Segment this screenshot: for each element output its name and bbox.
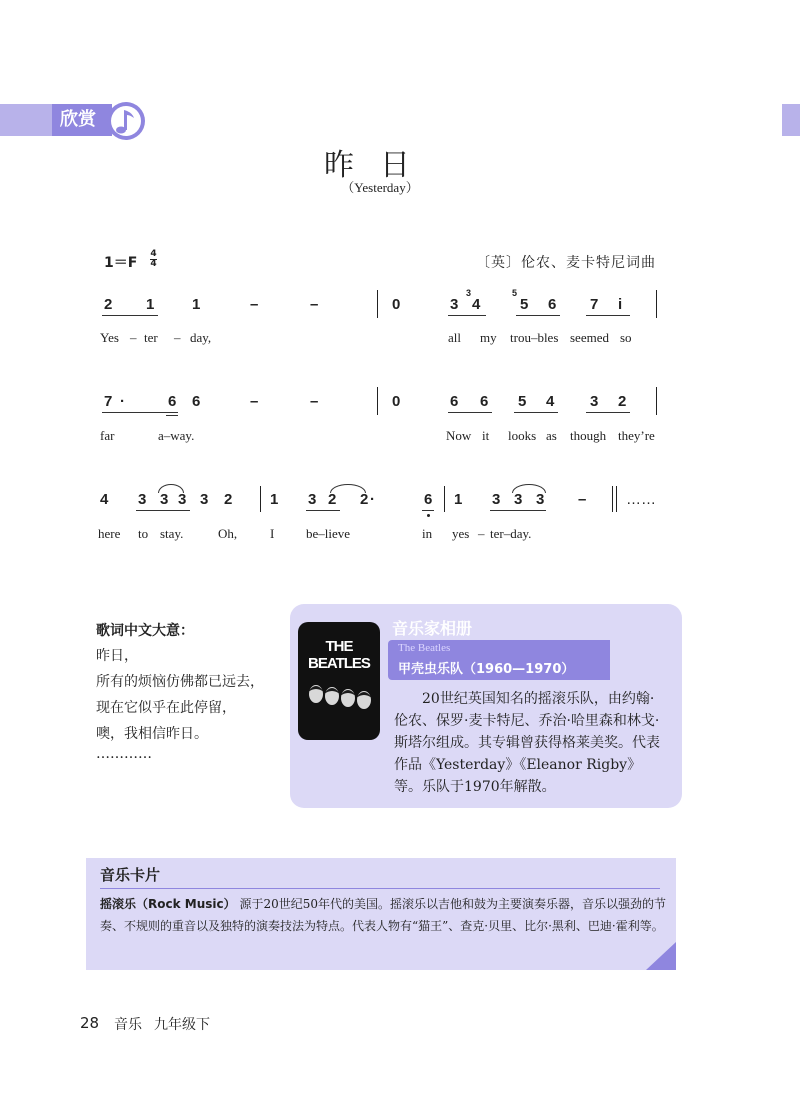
music-card-title: 音乐卡片 — [100, 866, 161, 884]
tie — [158, 484, 184, 493]
note: 6 — [450, 393, 459, 410]
band-portrait — [298, 674, 380, 740]
footer-subject: 音乐 — [114, 1017, 142, 1033]
underline — [448, 315, 486, 316]
dash: – — [578, 491, 587, 508]
note: 5 — [520, 296, 529, 313]
lyric: it — [482, 428, 490, 443]
lyric: Now — [446, 428, 472, 443]
lyric: Yes — [100, 330, 119, 345]
note: 7 — [590, 296, 599, 313]
musician-album-header: 音乐家相册 — [392, 619, 473, 638]
rest: 0 — [392, 296, 401, 313]
meaning-line: 昨日， — [96, 648, 138, 664]
song-title: 昨日 — [324, 148, 436, 183]
note: 3 — [514, 491, 523, 508]
note: 3 — [450, 296, 459, 313]
note: 6 — [192, 393, 201, 410]
barline — [656, 387, 657, 415]
grace-note: 5 — [512, 288, 518, 298]
rest: 0 — [392, 393, 401, 410]
lyric: as — [546, 428, 557, 443]
note: 4 — [100, 491, 109, 508]
note: i — [618, 296, 623, 313]
album-cover-image — [298, 622, 380, 740]
song-subtitle: （Yesterday） — [341, 180, 419, 195]
footer-grade: 九年级下 — [154, 1017, 210, 1033]
note: 5 — [518, 393, 527, 410]
dash: – — [250, 393, 259, 410]
note: 3 — [308, 491, 317, 508]
note: 6 — [424, 491, 433, 508]
grace-note: 3 — [466, 288, 472, 298]
page-number: 28 — [80, 1014, 100, 1032]
note: 3 — [178, 491, 187, 508]
key-signature: 1＝F — [104, 255, 138, 271]
dash: – — [310, 393, 319, 410]
lyric: though — [570, 428, 607, 443]
low-octave-dot — [427, 514, 430, 517]
lyric: a–way. — [158, 428, 195, 443]
barline — [656, 290, 657, 318]
underline — [306, 510, 340, 511]
lyric: so — [620, 330, 632, 345]
note: 2 — [104, 296, 113, 313]
page-edge-tab — [782, 104, 800, 136]
underline — [166, 415, 178, 416]
divider — [100, 888, 660, 889]
lyric: trou–bles — [510, 330, 559, 345]
note: 2 — [360, 491, 369, 508]
dash: – — [310, 296, 319, 313]
lyric: be–lieve — [306, 526, 351, 541]
barline — [444, 486, 445, 512]
barline — [377, 387, 378, 415]
note: 1 — [146, 296, 155, 313]
barline — [616, 486, 617, 512]
note: 3 — [590, 393, 599, 410]
note: 4 — [472, 296, 481, 313]
lyric: to — [138, 526, 149, 541]
note: 3 — [200, 491, 209, 508]
underline — [586, 315, 630, 316]
note: 3 — [492, 491, 501, 508]
dot: · — [120, 393, 125, 410]
note: 1 — [192, 296, 201, 313]
lyric: – — [478, 526, 485, 541]
note: 3 — [138, 491, 147, 508]
album-cover-title: THE BEATLES — [308, 638, 370, 672]
note: 1 — [270, 491, 279, 508]
lyric: ter — [144, 330, 158, 345]
underline — [102, 412, 178, 413]
time-signature-top: 4 — [150, 249, 157, 259]
dash: – — [250, 296, 259, 313]
tie — [512, 484, 546, 493]
underline — [490, 510, 546, 511]
underline — [422, 510, 434, 511]
meaning-heading: 歌词中文大意： — [96, 623, 194, 639]
underline — [136, 510, 190, 511]
meaning-line: ………… — [96, 746, 152, 762]
section-label: 欣赏 — [52, 104, 112, 136]
underline — [448, 412, 492, 413]
time-signature-bottom: 4 — [150, 259, 157, 269]
lyric: they’re — [618, 428, 655, 443]
note: 6 — [480, 393, 489, 410]
note: 6 — [548, 296, 557, 313]
underline — [102, 315, 158, 316]
barline — [260, 486, 261, 512]
musician-description: 20世纪英国知名的摇滚乐队，由约翰·伦农、保罗·麦卡特尼、乔治·哈里森和林戈·斯塔尔组成。其专辑曾获得格莱美奖。代表作品《Yesterday》《Eleanor Rigby》等。乐队于1970年解散。 — [394, 691, 660, 795]
lyric: here — [98, 526, 121, 541]
lyric: in — [422, 526, 433, 541]
note: 1 — [454, 491, 463, 508]
card-term: 摇滚乐（Rock Music） — [100, 897, 236, 911]
music-note-icon — [104, 100, 148, 142]
time-signature — [150, 250, 157, 269]
ellipsis: …… — [626, 491, 656, 508]
musician-name-zh: 甲壳虫乐队（1960—1970） — [398, 662, 575, 677]
lyric: yes — [452, 526, 470, 541]
lyric: stay. — [160, 526, 184, 541]
lyric: ter–day. — [490, 526, 532, 541]
note: 4 — [546, 393, 555, 410]
card-corner-fold — [646, 942, 676, 970]
lyric: – — [174, 330, 181, 345]
dot: · — [370, 491, 375, 508]
underline — [586, 412, 630, 413]
meaning-line: 所有的烦恼仿佛都已远去， — [96, 674, 264, 690]
note: 7 — [104, 393, 113, 410]
lyric: Oh, — [218, 526, 238, 541]
underline — [516, 315, 560, 316]
lyric: seemed — [570, 330, 609, 345]
note: 3 — [536, 491, 545, 508]
lyric: – — [130, 330, 137, 345]
lyric: day, — [190, 330, 212, 345]
section-tab-bar — [0, 104, 52, 136]
card-text: 源于20世纪50年代的美国。摇滚乐以吉他和鼓为主要演奏乐器，音乐以强劲的节奏、不规则的重音以及独特的演奏技法为特点。代表人物有“猫王”、查克·贝里、比尔·黑利、巴迪·霍利等。 — [100, 897, 666, 933]
meaning-line: 噢，我相信昨日。 — [96, 726, 208, 742]
note: 2 — [224, 491, 233, 508]
barline — [377, 290, 378, 318]
composer-credits: 〔英〕伦农、麦卡特尼词曲 — [476, 255, 656, 271]
lyric: far — [100, 428, 115, 443]
lyric: all — [448, 330, 461, 345]
lyric: looks — [508, 428, 537, 443]
lyric: I — [270, 526, 275, 541]
note: 3 — [160, 491, 169, 508]
meaning-line: 现在它似乎在此停留， — [96, 700, 236, 716]
note: 6 — [168, 393, 177, 410]
music-card-body — [100, 893, 666, 937]
barline — [612, 486, 613, 512]
note: 2 — [618, 393, 627, 410]
note: 2 — [328, 491, 337, 508]
underline — [514, 412, 558, 413]
lyric: my — [480, 330, 497, 345]
musician-name-en: The Beatles — [398, 642, 451, 654]
